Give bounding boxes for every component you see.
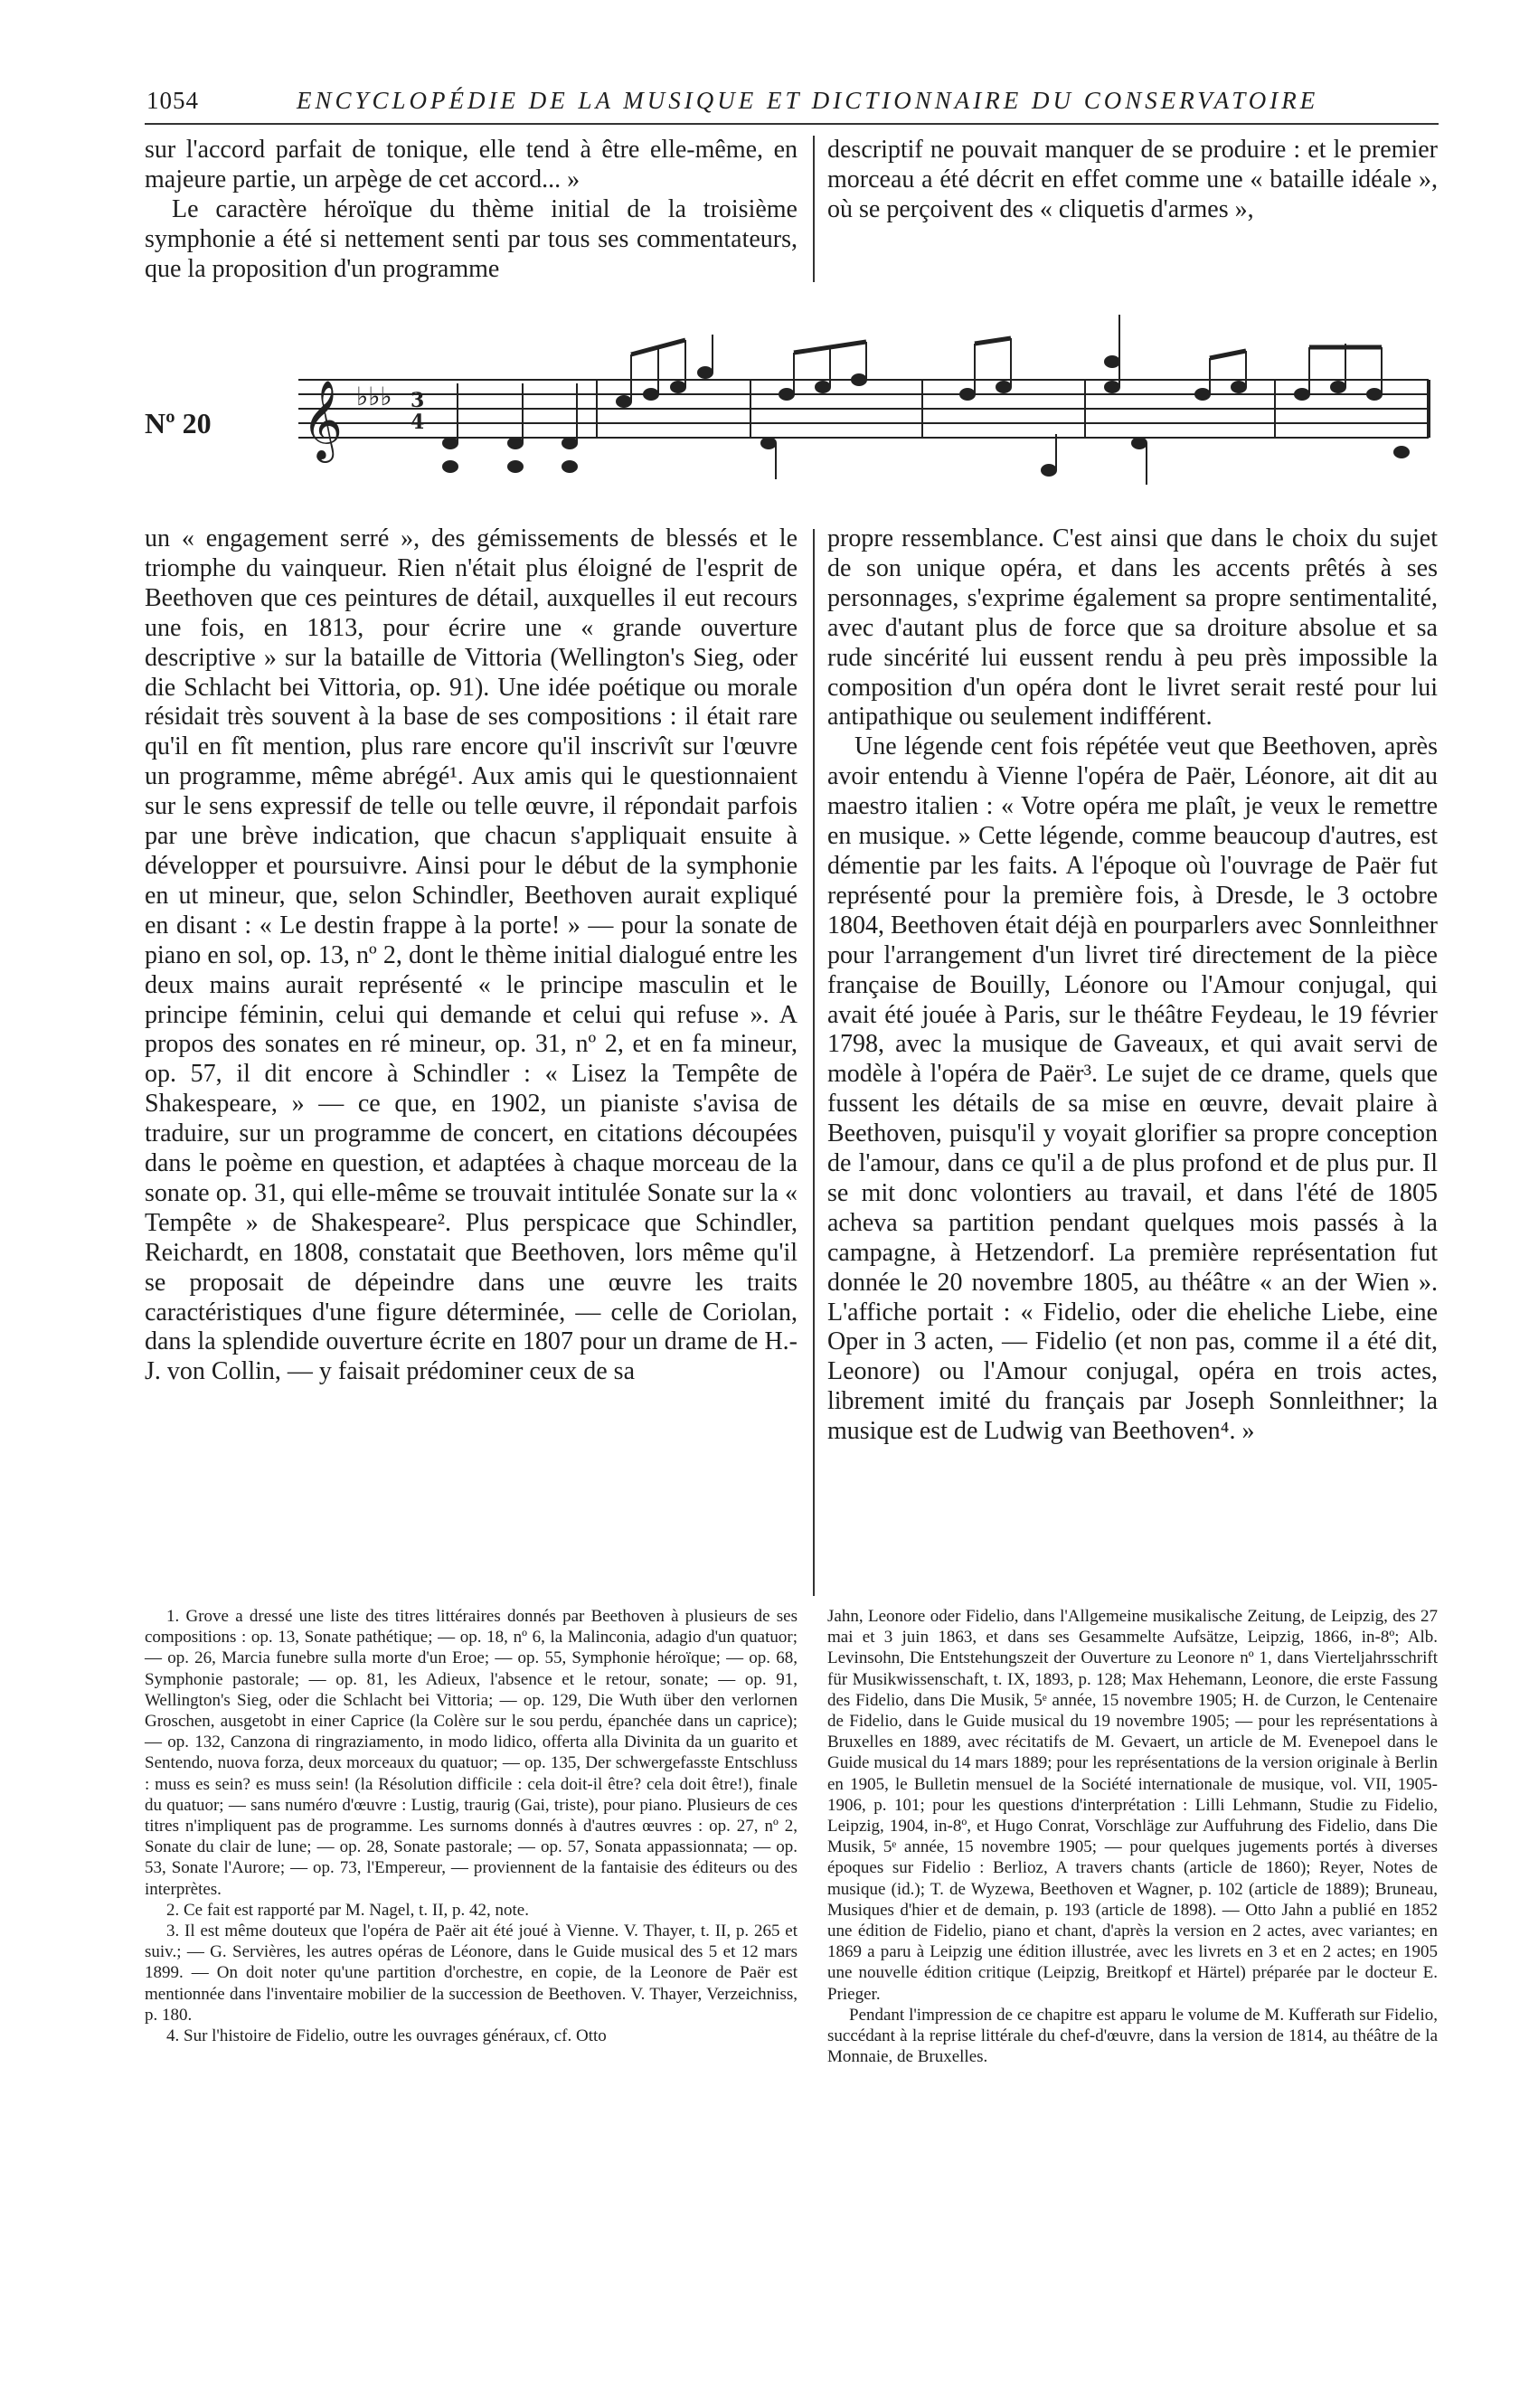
svg-text:4: 4 [411,411,425,434]
music-score-icon [298,307,1436,497]
paragraph: sur l'accord parfait de tonique, elle tend à être elle-même, en majeure partie, un arpège de cet accord... » [145,136,798,194]
body-left-column [145,524,798,1387]
paragraph: propre ressemblance. C'est ainsi que dans le choix du sujet de son unique opéra, et dans les accents prêtés à ses personnages, s'exprime également sa propre sentimentalité, avec d'autant plus de force que sa droiture absolue et sa rude sincérité lui eussent rendu à peu près impossible la composition d'un opéra dont le livret serait resté pour lui antipathique ou seulement indifférent. [827,524,1438,732]
footnote: 2. Ce fait est rapporté par M. Nagel, t. II, p. 42, note. [166,1900,529,1920]
column-rule [813,529,815,1596]
svg-text:♭♭♭: ♭♭♭ [356,382,392,411]
paragraph: Le caractère héroïque du thème initial de la troisième symphonie a été si nettement senti par tous ses commentateurs, que la proposition d'un programme [145,194,798,283]
footnote: 3. Il est même douteux que l'opéra de Paër ait été joué à Vienne. V. Thayer, t. II, p. 265 et suiv.; — G. Servières, les autres opéras de Léonore, dans le Guide musical des 5 et 12 mars 1899. — On doit noter qu'une partition d'orchestre, en copie, de la Leonore de Paër est mentionnée dans l'inventaire mobilier de la succession de Beethoven. V. Thayer, Verzeichniss, p. 180. [145,1922,798,2025]
footnote: Pendant l'impression de ce chapitre est apparu le volume de M. Kufferath sur Fidelio, succédant à la reprise littérale du chef-d'œuvre, dans la version de 1814, au théâtre de la Monnaie, de Bruxelles. [827,2005,1438,2067]
footnote: Jahn, Leonore oder Fidelio, dans l'Allgemeine musikalische Zeitung, de Leipzig, des 27 mai et 3 juin 1863, et dans ses Gesammelte Aufsätze, Leipzig, 1866, in-8º; Alb. Levinsohn, Die Entstehungszeit der Ouverture zu Leonore nº 1, dans Vierteljahrsschrift für Musikwissenschaft, t. IX, 1893, p. 128; Max Hehemann, Leonore, die erste Fassung des Fidelio, dans Die Musik, 5ᵉ année, 15 novembre 1905; H. de Curzon, le Centenaire de Fidelio, dans le Guide musical du 19 novembre 1905; — pour les représentations à Bruxelles en 1889, avec récitatifs de M. Gevaert, un article de M. Evenepoel dans le Guide musical du 14 mars 1889; pour les représentations de la version originale à Berlin en 1905, le Bulletin mensuel de la Société internationale de musique, vol. VII, 1905-1906, p. 101; pour les questions d'interprétation : Lilli Lehmann, Studie zu Fidelio, Leipzig, 1904, in-8º, et Hugo Conrat, Vorschläge zur Auffuhrung des Fidelio, dans Die Musik, 5ᵉ année, 15 novembre 1905; — pour quelques jugements portés à diverses époques sur Fidelio : Berlioz, A travers chants (article de 1860); Reyer, Notes de musique (id.); T. de Wyzewa, Beethoven et Wagner, p. 102 (article de 1889); Bruneau, Musiques d'hier et de demain, p. 193 (article de 1898). — Otto Jahn a publié en 1852 une édition de Fidelio, piano et chant, d'après la version en 2 actes, avec variantes; en 1869 a paru à Leipzig une édition illustrée, avec les livrets en 3 et en 2 actes; en 1905 une nouvelle édition critique (Leipzig, Breitkopf et Härtel) préparée par le docteur E. Prieger. [827,1607,1438,2004]
top-left-column [145,136,798,285]
footnotes-right [827,1606,1438,2067]
running-title: ENCYCLOPÉDIE DE LA MUSIQUE ET DICTIONNAIRE DU CONSERVATOIRE [297,87,1319,114]
top-right-column [827,136,1438,225]
music-example-label: Nº 20 [145,407,212,439]
footnotes-left [145,1606,798,2046]
page-number: 1054 [146,87,199,114]
running-header [145,83,1439,125]
column-rule [813,136,815,282]
svg-text:3: 3 [411,389,425,412]
body-right-column [827,524,1438,1447]
music-example [145,307,1438,497]
paragraph: Une légende cent fois répétée veut que Beethoven, après avoir entendu à Vienne l'opéra de Paër, Léonore, ait dit au maestro italien : « Votre opéra me plaît, je veux le remettre en musique. » Cette légende, comme beaucoup d'autres, est démentie par les faits. A l'époque où l'ouvrage de Paër fut représenté pour la première fois, à Dresde, le 3 octobre 1804, Beethoven était déjà en pourparlers avec Sonnleithner pour l'arrangement d'un livret tiré directement de la pièce française de Bouilly, Léonore ou l'Amour conjugal, qui avait été jouée à Paris, sur le théâtre Feydeau, le 19 février 1798, avec la musique de Gaveaux, et qui avait servi de modèle à l'opéra de Paër³. Le sujet de ce drame, quels que fussent les détails de sa mise en œuvre, devait plaire à Beethoven, puisqu'il y voyait glorifier sa propre conception de l'amour, dans ce qu'il a de plus profond et de plus pur. Il se mit donc volontiers au travail, et dans l'été de 1805 acheva sa partition pendant quelques mois passés à la campagne, à Hetzendorf. La première représentation fut donnée le 20 novembre 1805, au théâtre « an der Wien ». L'affiche portait : « Fidelio, oder die eheliche Liebe, eine Oper in 3 acten, — Fidelio (et non pas, comme il a été dit, Leonore) ou l'Amour conjugal, opéra en trois actes, librement imité du français par Joseph Sonnleithner; la musique est de Ludwig van Beethoven⁴. » [827,732,1438,1446]
footnote: 4. Sur l'histoire de Fidelio, outre les ouvrages généraux, cf. Otto [166,2026,607,2046]
svg-text:𝄞: 𝄞 [302,379,343,459]
footnote: 1. Grove a dressé une liste des titres littéraires donnés par Beethoven à plusieurs de ses compositions : op. 13, Sonate pathétique; — op. 18, nº 6, la Malinconia, adagio d'un quatuor; — op. 26, Marcia funebre sulla morte d'un Eroe; — op. 55, Symphonie héroïque; — op. 68, Symphonie pastorale; — op. 81, les Adieux, l'absence et le retour, sonate; — op. 91, Wellington's Sieg, oder die Schlacht bei Vittoria; — op. 129, Die Wuth über den verlornen Groschen, ausgetobt in einer Caprice (la Colère sur le sou perdu, épanchée dans un caprice); — op. 132, Canzona di ringraziamento, in modo lidico, offerta alla Divinita da un guarito et Sentendo, nuova forza, deux morceaux du quatuor; — op. 135, Der schwergefasste Entschluss : muss es sein? es muss sein! (la Résolution difficile : cela doit-il être? cela doit être!), finale du quatuor; — sans numéro d'œuvre : Lustig, traurig (Gai, triste), pour piano. Plusieurs de ces titres n'impliquent pas de programme. Les surnoms donnés à d'autres œuvres : op. 27, nº 2, Sonate du clair de lune; — op. 28, Sonate pastorale; — op. 57, Sonata appassionnata; — op. 53, Sonate l'Aurore; — op. 73, l'Empereur, — proviennent de la fantaisie des éditeurs ou des interprètes. [145,1607,798,1899]
paragraph: descriptif ne pouvait manquer de se produire : et le premier morceau a été décrit en effet comme une « bataille idéale », où se perçoivent des « cliquetis d'armes », [827,136,1438,223]
paragraph: un « engagement serré », des gémissements de blessés et le triomphe du vainqueur. Rien n'était plus éloigné de l'esprit de Beethoven que ces peintures de détail, auxquelles il eut recours une fois, en 1813, pour écrire une « grande ouverture descriptive » sur la bataille de Vittoria (Wellington's Sieg, oder die Schlacht bei Vittoria, op. 91). Une idée poétique ou morale résidait très souvent à la base de ses compositions : il était rare qu'il en fît mention, plus rare encore qu'il inscrivît sur l'œuvre un programme, même abrégé¹. Aux amis qui le questionnaient sur le sens expressif de telle ou telle œuvre, il répondait parfois par une brève indication, que chacun s'appliquait ensuite à développer et poursuivre. Ainsi pour le début de la symphonie en ut mineur, que, selon Schindler, Beethoven aurait expliqué en disant : « Le destin frappe à la porte! » — pour la sonate de piano en sol, op. 13, nº 2, dont le thème initial dialogué entre les deux mains aurait représenté « le principe masculin et le principe féminin, celui qui demande et celui qui refuse ». A propos des sonates en ré mineur, op. 31, nº 2, et en fa mineur, op. 57, il dit encore à Schindler : « Lisez la Tempête de Shakespeare, » — ce que, en 1902, un pianiste s'avisa de traduire, sur un programme de concert, en citations découpées dans le poème en question, et adaptées à chaque morceau de la sonate op. 31, qui elle-même se trouvait intitulée Sonate sur la « Tempête » de Shakespeare². Plus perspicace que Schindler, Reichardt, en 1808, constatait que Beethoven, lors même qu'il se proposait de dépeindre dans une œuvre les traits caractéristiques d'une figure déterminée, — celle de Coriolan, dans la splendide ouverture écrite en 1807 pour un drame de H.-J. von Collin, — y faisait prédominer ceux de sa [145,524,798,1386]
